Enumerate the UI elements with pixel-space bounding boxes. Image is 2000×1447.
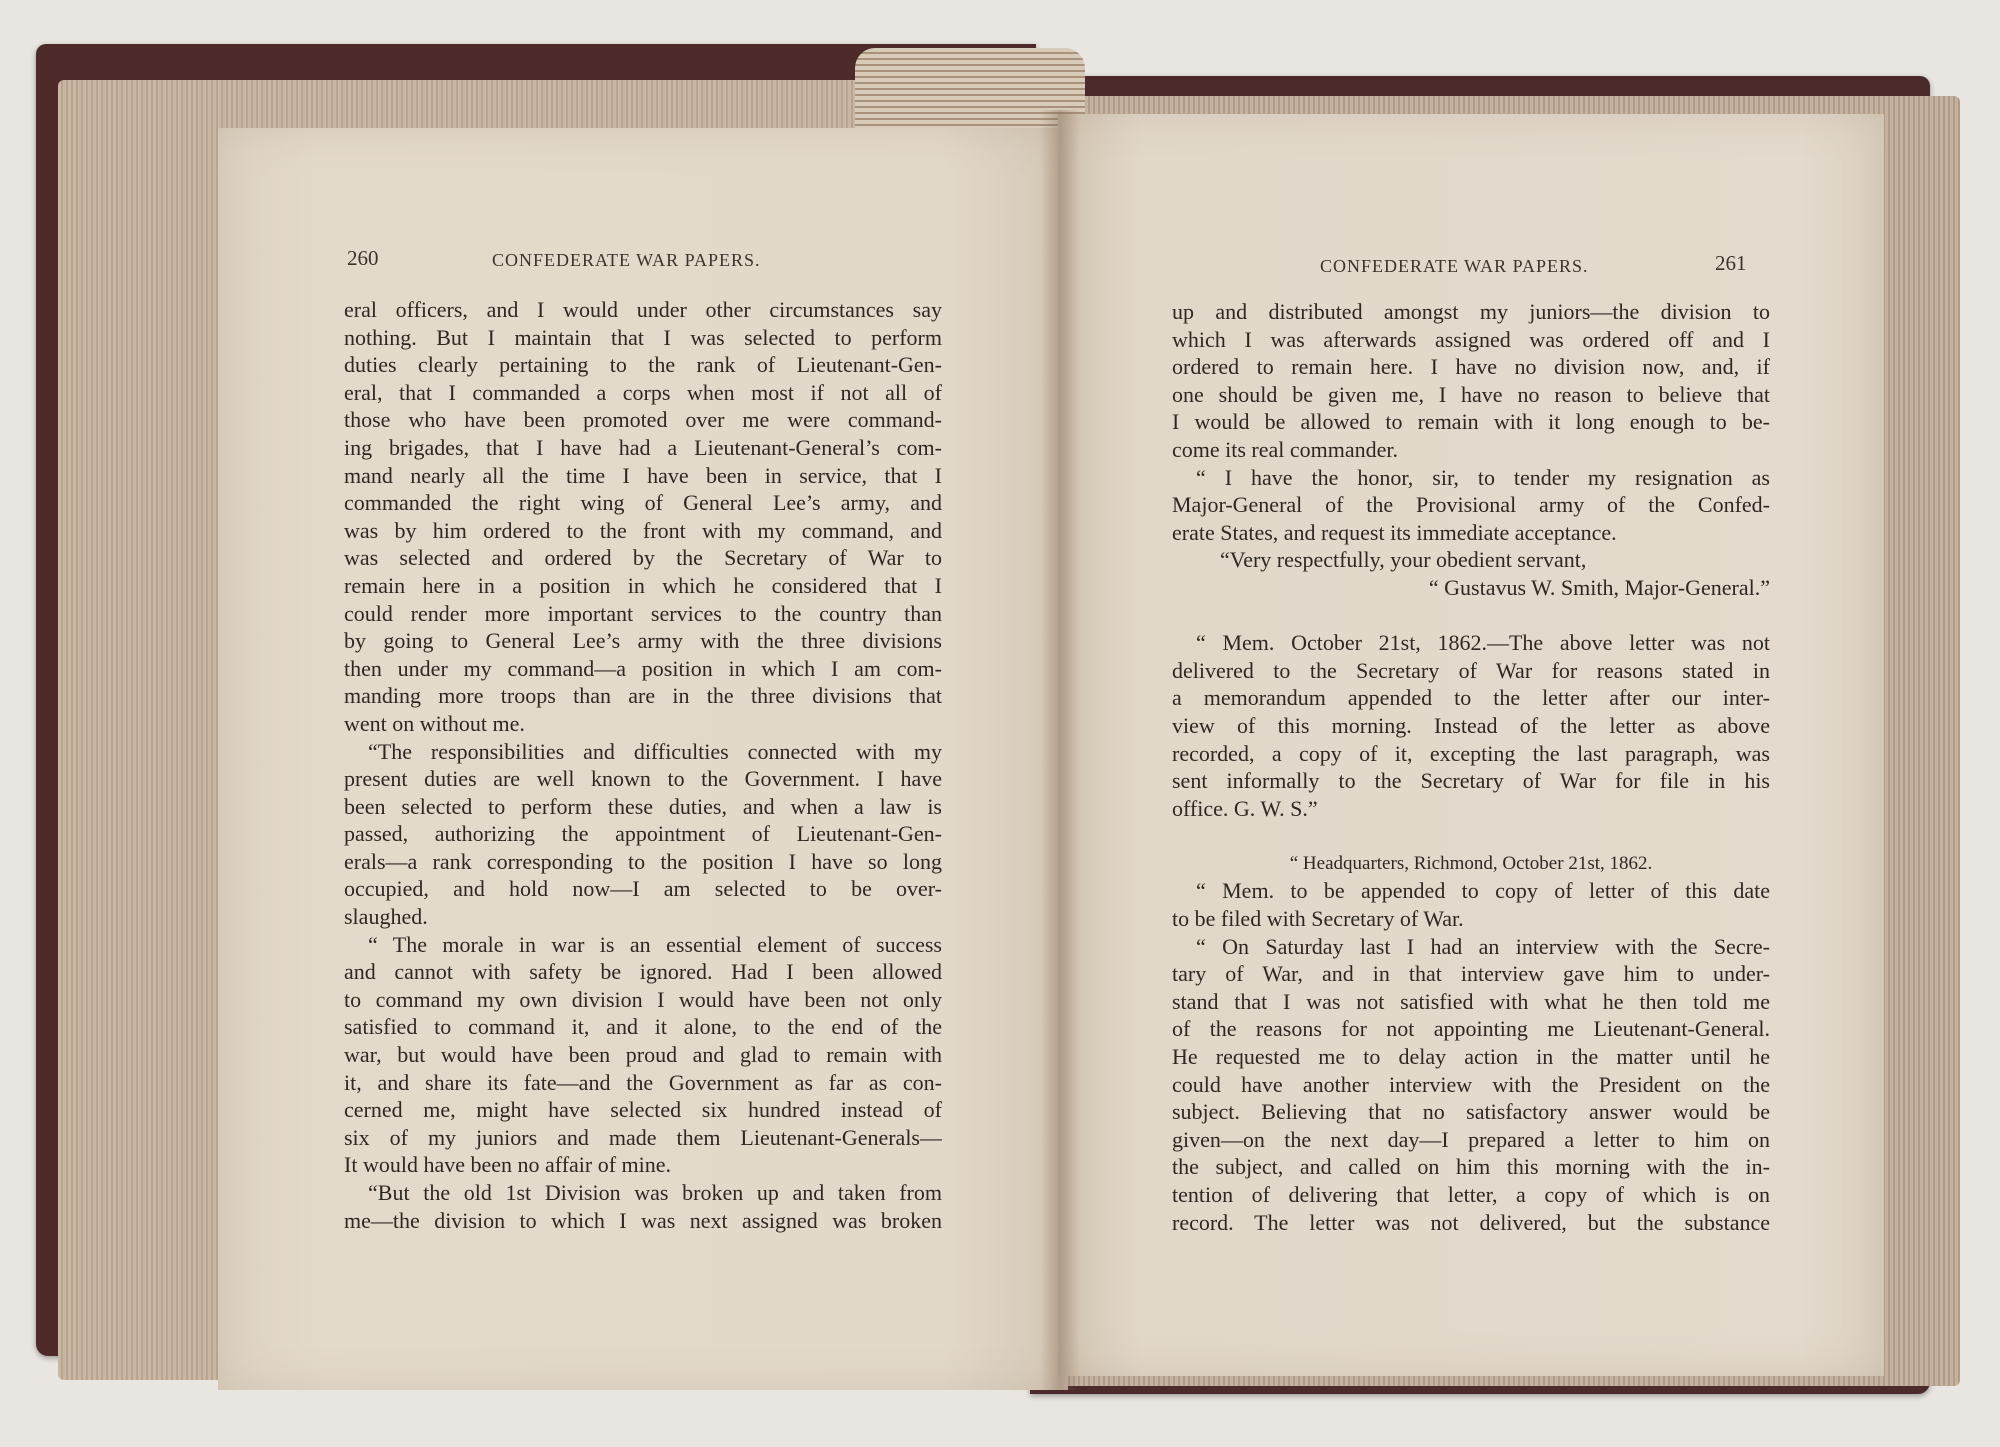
- text-line: It would have been no affair of mine.: [344, 1152, 672, 1178]
- text-line: it, and share its fate—and the Government as far as con-: [344, 1069, 942, 1095]
- text-line: been selected to perform these duties, and when a law is: [344, 793, 942, 819]
- text-line: “ The morale in war is an essential element of success: [368, 931, 942, 957]
- text-line: cerned me, might have selected six hundred instead of: [344, 1097, 942, 1123]
- text-line: stand that I was not satisfied with what he then told me: [1172, 988, 1770, 1014]
- text-line: nothing. But I maintain that I was selected to perform: [344, 324, 942, 350]
- text-line: record. The letter was not delivered, but the substance: [1172, 1209, 1770, 1235]
- text-line: [1172, 822, 1770, 850]
- text-line: went on without me.: [344, 710, 525, 736]
- text-line: office. G. W. S.”: [1172, 795, 1318, 821]
- right-page: [1058, 114, 1884, 1376]
- text-line: “The responsibilities and difficulties connected with my: [368, 738, 942, 764]
- text-line: occupied, and hold now—I am selected to be over-: [344, 876, 942, 902]
- text-line: “But the old 1st Division was broken up and taken from: [368, 1180, 942, 1205]
- text-line: passed, authorizing the appointment of Lieutenant-Gen-: [344, 821, 942, 847]
- left-page-text: [344, 296, 942, 1234]
- text-line: [1172, 602, 1770, 630]
- text-line: of the reasons for not appointing me Lieutenant-General.: [1172, 1016, 1770, 1042]
- text-line: “ Gustavus W. Smith, Major-General.”: [1428, 574, 1770, 600]
- text-line: “ Headquarters, Richmond, October 21st, 1862.: [1289, 852, 1653, 874]
- text-line: “ Mem. October 21st, 1862.—The above letter was not: [1196, 630, 1770, 656]
- text-line: one should be given me, I have no reason to believe that: [1172, 381, 1770, 407]
- text-line: commanded the right wing of General Lee’s army, and: [344, 490, 942, 516]
- text-line: was selected and ordered by the Secretary of War to: [344, 545, 942, 571]
- text-line: me—the division to which I was next assigned was broken: [344, 1207, 942, 1233]
- text-line: to command my own division I would have been not only: [344, 986, 942, 1012]
- right-page-number: 261: [1715, 251, 1747, 275]
- text-line: He requested me to delay action in the matter until he: [1172, 1044, 1770, 1070]
- text-line: view of this morning. Instead of the letter as above: [1172, 712, 1770, 738]
- text-line: subject. Believing that no satisfactory answer would be: [1172, 1099, 1770, 1125]
- text-line: six of my juniors and made them Lieutenant-Generals—: [344, 1124, 942, 1150]
- left-page-number: 260: [347, 246, 379, 270]
- text-line: mand nearly all the time I have been in service, that I: [344, 462, 942, 488]
- left-page: [218, 128, 1068, 1390]
- text-line: given—on the next day—I prepared a letter to him on: [1172, 1126, 1770, 1152]
- text-line: erate States, and request its immediate acceptance.: [1172, 519, 1617, 545]
- text-line: could have another interview with the President on the: [1172, 1071, 1770, 1097]
- text-line: present duties are well known to the Government. I have: [344, 766, 942, 792]
- text-line: ordered to remain here. I have no division now, and, if: [1172, 354, 1770, 380]
- text-line: I would be allowed to remain with it long enough to be-: [1172, 409, 1770, 435]
- right-page-text: [1172, 298, 1770, 1236]
- text-line: the subject, and called on him this morning with the in-: [1172, 1154, 1770, 1180]
- text-line: slaughed.: [344, 904, 428, 930]
- text-line: could render more important services to the country than: [344, 600, 942, 626]
- text-line: those who have been promoted over me were command-: [344, 407, 942, 433]
- text-line: ing brigades, that I have had a Lieutenant-General’s com-: [344, 434, 942, 460]
- text-line: “Very respectfully, your obedient servant,: [1220, 547, 1587, 573]
- text-line: up and distributed amongst my juniors—the division to: [1172, 299, 1770, 324]
- text-line: satisfied to command it, and it alone, to the end of the: [344, 1014, 942, 1040]
- text-line: a memorandum appended to the letter after our inter-: [1172, 685, 1770, 711]
- text-line: eral officers, and I would under other circumstances say: [344, 297, 942, 322]
- text-line: “ I have the honor, sir, to tender my resignation as: [1196, 464, 1770, 490]
- left-running-head: CONFEDERATE WAR PAPERS.: [492, 250, 761, 270]
- text-line: come its real commander.: [1172, 436, 1399, 462]
- text-line: “ On Saturday last I had an interview with the Secre-: [1196, 933, 1770, 959]
- book-gutter: [1040, 110, 1080, 1390]
- text-line: and cannot with safety be ignored. Had I been allowed: [344, 959, 942, 985]
- text-line: recorded, a copy of it, excepting the last paragraph, was: [1172, 740, 1770, 766]
- text-line: eral, that I commanded a corps when most if not all of: [344, 379, 942, 405]
- right-running-head: CONFEDERATE WAR PAPERS.: [1320, 256, 1589, 276]
- text-line: tention of delivering that letter, a copy of which is on: [1172, 1182, 1770, 1207]
- text-line: war, but would have been proud and glad to remain with: [344, 1042, 942, 1068]
- text-line: delivered to the Secretary of War for reasons stated in: [1172, 657, 1770, 683]
- text-line: manding more troops than are in the three divisions that: [344, 683, 942, 709]
- text-line: sent informally to the Secretary of War for file in his: [1172, 768, 1770, 794]
- text-line: to be filed with Secretary of War.: [1172, 906, 1464, 932]
- text-line: was by him ordered to the front with my command, and: [344, 517, 942, 543]
- text-line: tary of War, and in that interview gave him to under-: [1172, 961, 1770, 987]
- text-line: which I was afterwards assigned was ordered off and I: [1172, 326, 1770, 352]
- text-line: remain here in a position in which he considered that I: [344, 572, 942, 598]
- text-line: duties clearly pertaining to the rank of Lieutenant-Gen-: [344, 352, 942, 378]
- text-line: by going to General Lee’s army with the three divisions: [344, 628, 942, 654]
- text-line: erals—a rank corresponding to the position I have so long: [344, 848, 942, 874]
- text-line: “ Mem. to be appended to copy of letter of this date: [1196, 878, 1770, 904]
- text-line: then under my command—a position in which I am com-: [344, 655, 942, 681]
- text-line: Major-General of the Provisional army of the Confed-: [1172, 492, 1770, 518]
